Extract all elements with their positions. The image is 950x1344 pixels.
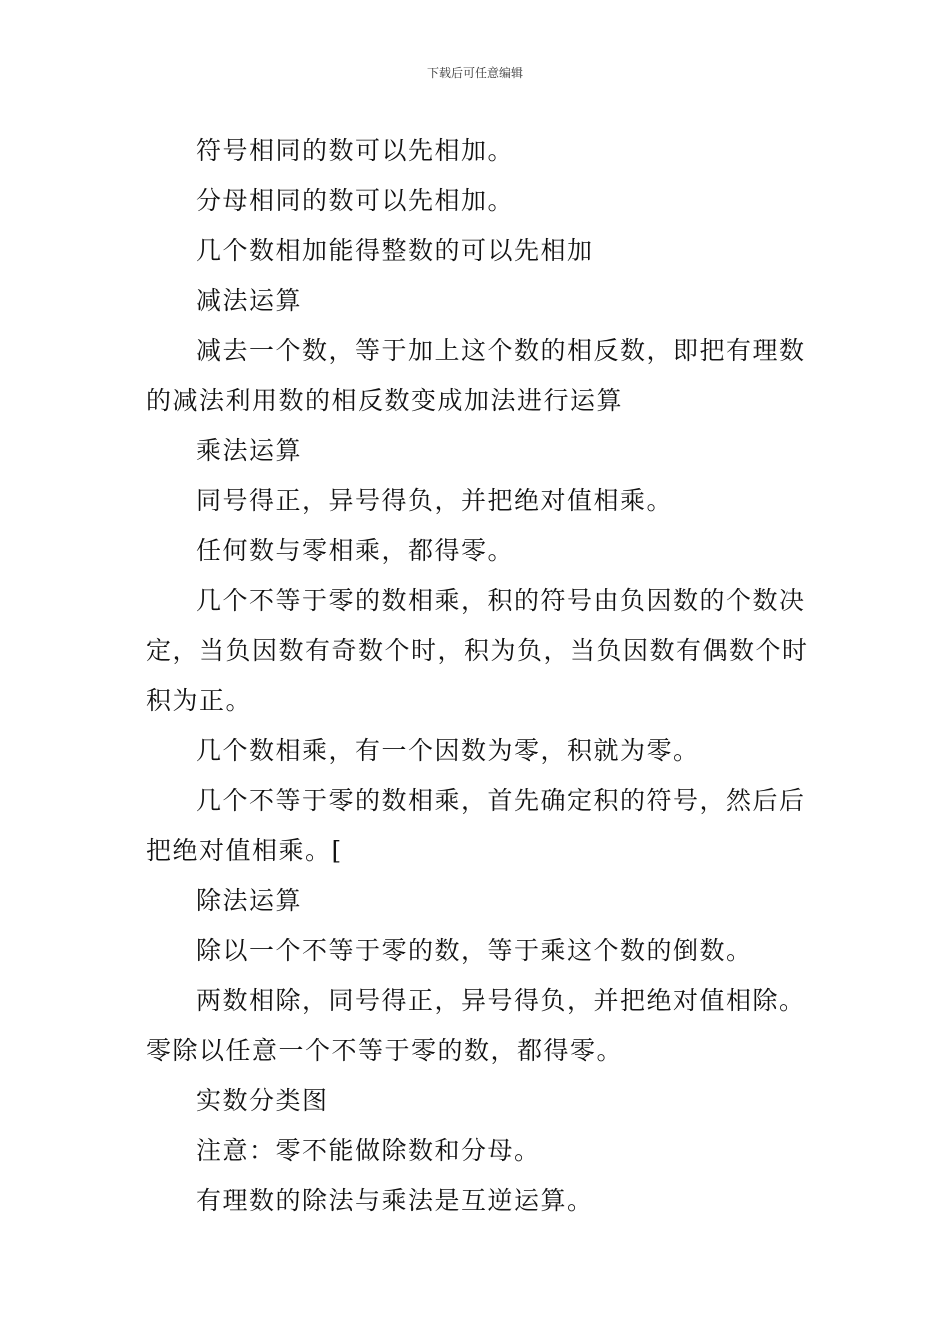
paragraph-zero-factor: 几个数相乘，有一个因数为零，积就为零。 bbox=[196, 736, 700, 765]
paragraph-multiplication-procedure: 几个不等于零的数相乘，首先确定积的符号，然后后把绝对值相乘。[ bbox=[146, 786, 806, 865]
paragraph-same-denominator-addition: 分母相同的数可以先相加。 bbox=[196, 186, 515, 215]
paragraph-division-sign-rule: 两数相除，同号得正，异号得负，并把绝对值相除。零除以任意一个不等于零的数，都得零。 bbox=[146, 986, 806, 1065]
paragraph-subtraction-rule: 减去一个数，等于加上这个数的相反数，即把有理数的减法利用数的相反数变成加法进行运算 bbox=[146, 336, 806, 415]
section-heading-subtraction: 减法运算 bbox=[196, 286, 303, 315]
paragraph-multiplication-sign-rule: 同号得正，异号得负，并把绝对值相乘。 bbox=[196, 486, 674, 515]
section-heading-division: 除法运算 bbox=[196, 886, 303, 915]
paragraph-integer-sum-addition: 几个数相加能得整数的可以先相加 bbox=[196, 236, 594, 265]
paragraph-note-zero-divisor: 注意：零不能做除数和分母。 bbox=[196, 1136, 541, 1165]
paragraph-inverse-operations: 有理数的除法与乘法是互逆运算。 bbox=[196, 1186, 594, 1215]
paragraph-same-sign-addition: 符号相同的数可以先相加。 bbox=[196, 136, 515, 165]
document-body bbox=[146, 126, 810, 1226]
paragraph-division-reciprocal: 除以一个不等于零的数，等于乘这个数的倒数。 bbox=[196, 936, 753, 965]
paragraph-product-sign: 几个不等于零的数相乘，积的符号由负因数的个数决定，当负因数有奇数个时，积为负，当负因数有偶数个时积为正。 bbox=[146, 586, 809, 715]
section-heading-multiplication: 乘法运算 bbox=[196, 436, 303, 465]
section-heading-real-number-classification: 实数分类图 bbox=[196, 1086, 329, 1115]
paragraph-multiply-by-zero: 任何数与零相乘，都得零。 bbox=[196, 536, 515, 565]
page-header: 下载后可任意编辑 bbox=[426, 66, 523, 80]
